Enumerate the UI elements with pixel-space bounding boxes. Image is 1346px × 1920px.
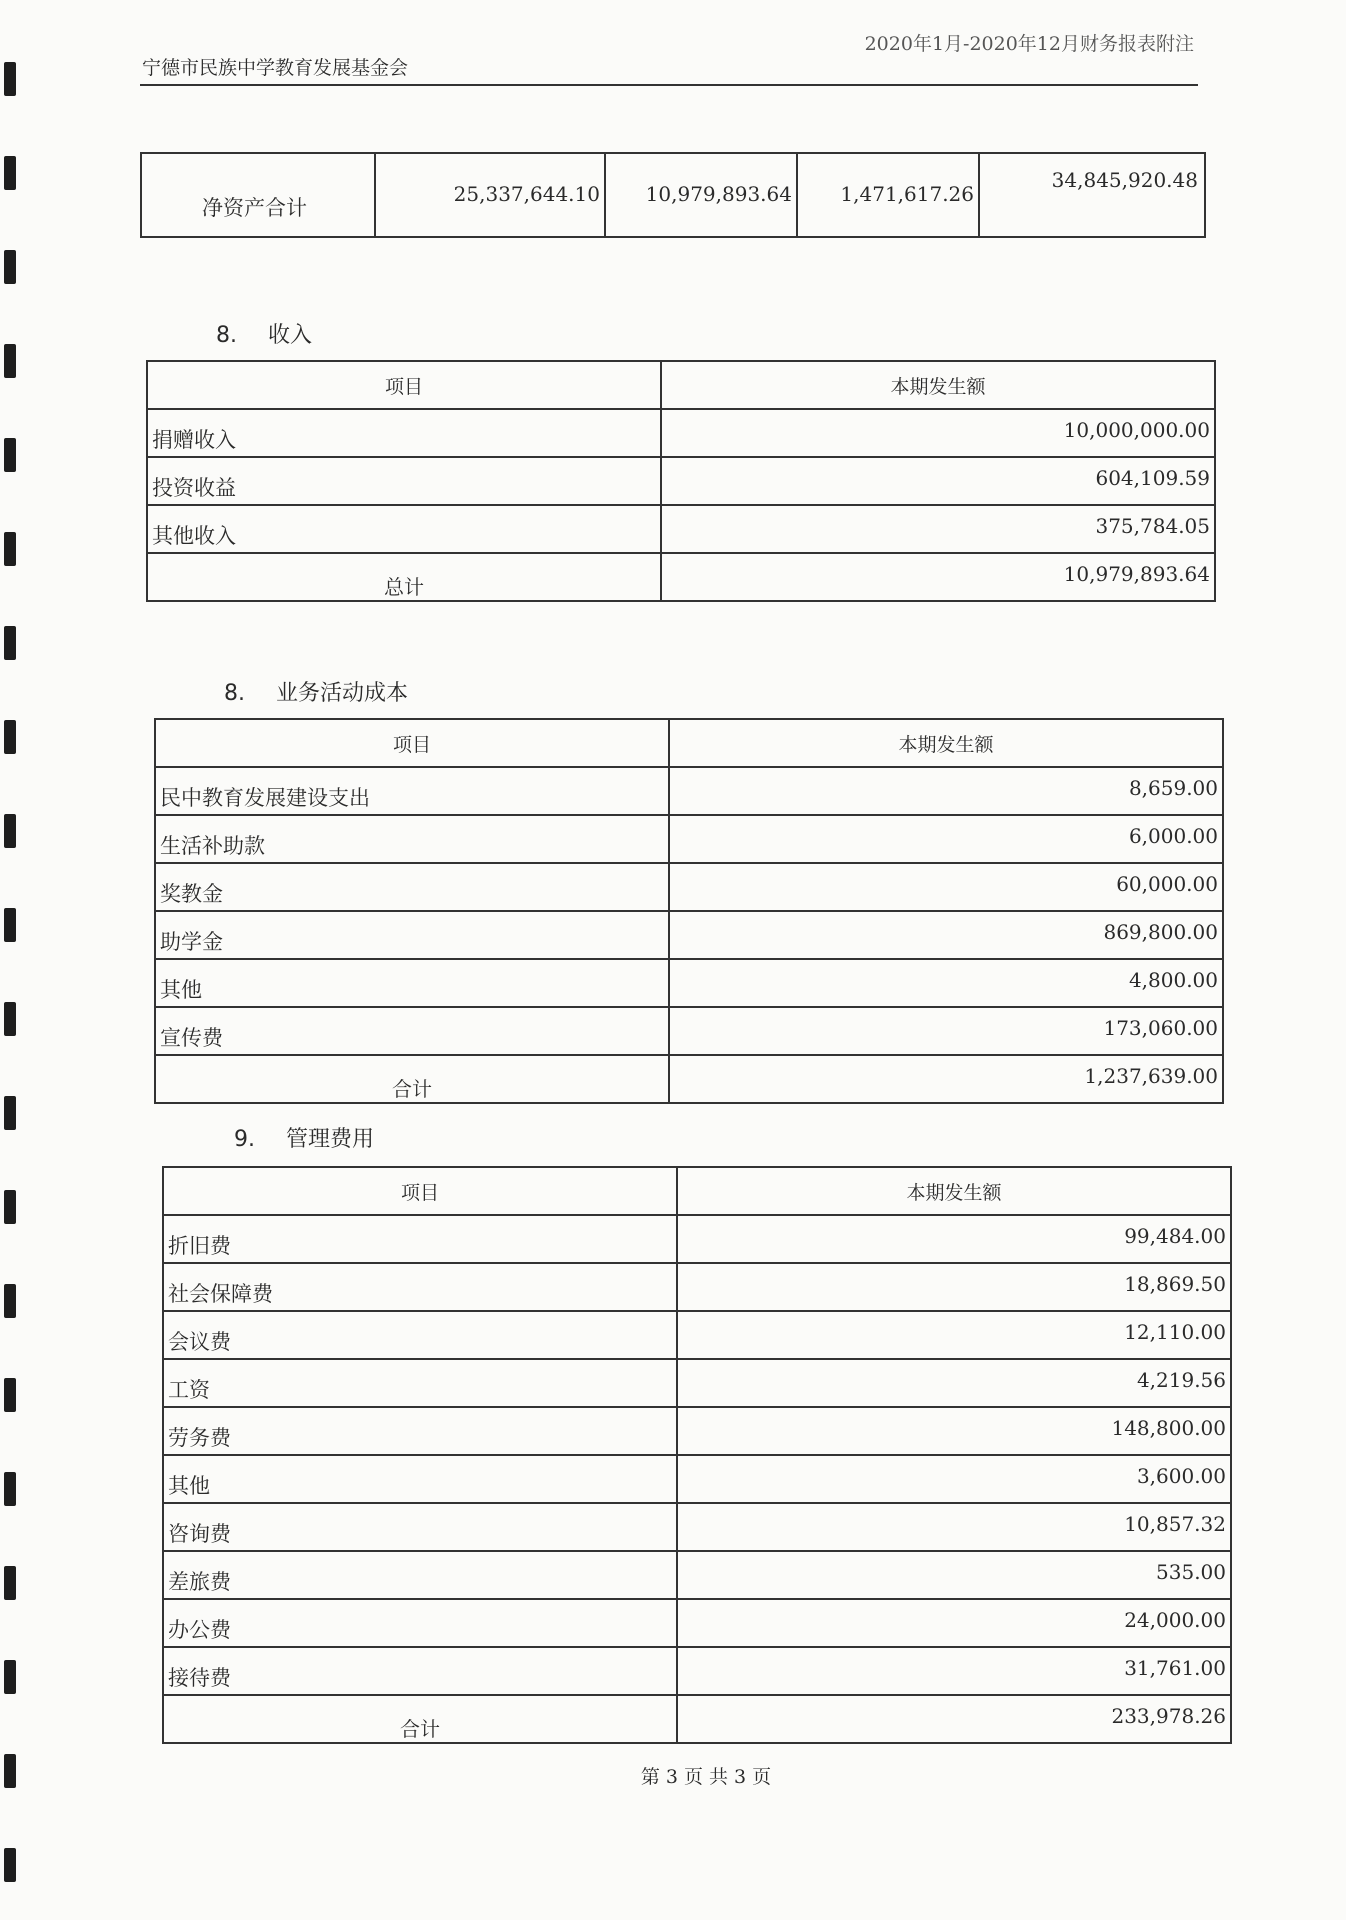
row-amount: 375,784.05: [661, 505, 1215, 553]
table-row: [155, 911, 1223, 959]
table-row: [163, 1311, 1231, 1359]
table-row: [147, 409, 1215, 457]
total-label: 总计: [147, 553, 661, 601]
binding-hole: [4, 1472, 16, 1506]
income-table: [146, 360, 1216, 602]
income-col-item: 项目: [147, 361, 661, 409]
table-row: [163, 1359, 1231, 1407]
row-item: 民中教育发展建设支出: [155, 767, 669, 815]
table-row: [163, 1263, 1231, 1311]
row-item: 捐赠收入: [147, 409, 661, 457]
binding-hole: [4, 532, 16, 566]
row-amount: 12,110.00: [677, 1311, 1231, 1359]
row-item: 会议费: [163, 1311, 677, 1359]
table-row: [163, 1647, 1231, 1695]
row-item: 接待费: [163, 1647, 677, 1695]
row-amount: 148,800.00: [677, 1407, 1231, 1455]
binding-hole: [4, 1378, 16, 1412]
row-amount: 31,761.00: [677, 1647, 1231, 1695]
binding-hole: [4, 1096, 16, 1130]
row-amount: 535.00: [677, 1551, 1231, 1599]
binding-hole: [4, 344, 16, 378]
total-label: 合计: [155, 1055, 669, 1103]
row-item: 宣传费: [155, 1007, 669, 1055]
income-section-title: 8. 收入: [216, 323, 313, 348]
cost-col-item: 项目: [155, 719, 669, 767]
row-amount: 18,869.50: [677, 1263, 1231, 1311]
net-assets-label: 净资产合计: [202, 196, 307, 220]
row-item: 其他收入: [147, 505, 661, 553]
total-label: 合计: [163, 1695, 677, 1743]
table-row: [163, 1455, 1231, 1503]
binding-hole: [4, 1002, 16, 1036]
row-amount: 60,000.00: [669, 863, 1223, 911]
table-row: [163, 1407, 1231, 1455]
page-header: [140, 33, 1198, 86]
row-amount: 604,109.59: [661, 457, 1215, 505]
table-row: [163, 1551, 1231, 1599]
row-amount: 24,000.00: [677, 1599, 1231, 1647]
row-item: 社会保障费: [163, 1263, 677, 1311]
report-period: 2020年1月-2020年12月财务报表附注: [864, 33, 1194, 55]
binding-hole: [4, 720, 16, 754]
binding-hole: [4, 1660, 16, 1694]
total-amount: 10,979,893.64: [661, 553, 1215, 601]
table-row: [155, 1007, 1223, 1055]
table-row: [163, 1503, 1231, 1551]
row-amount: 8,659.00: [669, 767, 1223, 815]
row-amount: 10,000,000.00: [661, 409, 1215, 457]
table-row: [155, 815, 1223, 863]
org-name: 宁德市民族中学教育发展基金会: [142, 57, 409, 79]
total-row: [163, 1695, 1231, 1743]
binding-hole: [4, 908, 16, 942]
row-item: 生活补助款: [155, 815, 669, 863]
row-item: 劳务费: [163, 1407, 677, 1455]
row-item: 奖教金: [155, 863, 669, 911]
binding-hole: [4, 1848, 16, 1882]
row-item: 其他: [155, 959, 669, 1007]
table-row: [163, 1215, 1231, 1263]
row-item: 投资收益: [147, 457, 661, 505]
binding-hole: [4, 1284, 16, 1318]
admin-expense-table: [162, 1166, 1232, 1744]
table-row: [155, 863, 1223, 911]
cost-col-amount: 本期发生额: [669, 719, 1223, 767]
row-item: 折旧费: [163, 1215, 677, 1263]
net-assets-row: [140, 152, 1206, 238]
row-amount: 173,060.00: [669, 1007, 1223, 1055]
row-item: 助学金: [155, 911, 669, 959]
admin-col-amount: 本期发生额: [677, 1167, 1231, 1215]
row-amount: 10,857.32: [677, 1503, 1231, 1551]
net-assets-value-1: 25,337,644.10: [374, 154, 606, 236]
admin-col-item: 项目: [163, 1167, 677, 1215]
row-item: 咨询费: [163, 1503, 677, 1551]
table-row: [155, 959, 1223, 1007]
binding-hole: [4, 1566, 16, 1600]
binding-hole: [4, 156, 16, 190]
table-row: [147, 457, 1215, 505]
admin-expense-section-title: 9. 管理费用: [234, 1127, 375, 1152]
row-amount: 3,600.00: [677, 1455, 1231, 1503]
binding-holes: [0, 0, 24, 1920]
row-item: 办公费: [163, 1599, 677, 1647]
binding-hole: [4, 1190, 16, 1224]
net-assets-value-3: 1,471,617.26: [796, 154, 980, 236]
binding-hole: [4, 814, 16, 848]
binding-hole: [4, 626, 16, 660]
total-row: [147, 553, 1215, 601]
row-amount: 4,219.56: [677, 1359, 1231, 1407]
table-row: [155, 767, 1223, 815]
total-amount: 1,237,639.00: [669, 1055, 1223, 1103]
page-number: 第 3 页 共 3 页: [640, 1766, 772, 1788]
binding-hole: [4, 438, 16, 472]
row-item: 差旅费: [163, 1551, 677, 1599]
table-row: [147, 505, 1215, 553]
row-amount: 869,800.00: [669, 911, 1223, 959]
binding-hole: [4, 62, 16, 96]
income-col-amount: 本期发生额: [661, 361, 1215, 409]
row-amount: 4,800.00: [669, 959, 1223, 1007]
table-row: [163, 1599, 1231, 1647]
row-item: 工资: [163, 1359, 677, 1407]
business-cost-section-title: 8. 业务活动成本: [224, 681, 409, 706]
total-row: [155, 1055, 1223, 1103]
total-amount: 233,978.26: [677, 1695, 1231, 1743]
business-cost-table: [154, 718, 1224, 1104]
binding-hole: [4, 250, 16, 284]
net-assets-value-2: 10,979,893.64: [604, 154, 798, 236]
net-assets-value-4: 34,845,920.48: [978, 154, 1204, 236]
row-amount: 99,484.00: [677, 1215, 1231, 1263]
row-amount: 6,000.00: [669, 815, 1223, 863]
row-item: 其他: [163, 1455, 677, 1503]
